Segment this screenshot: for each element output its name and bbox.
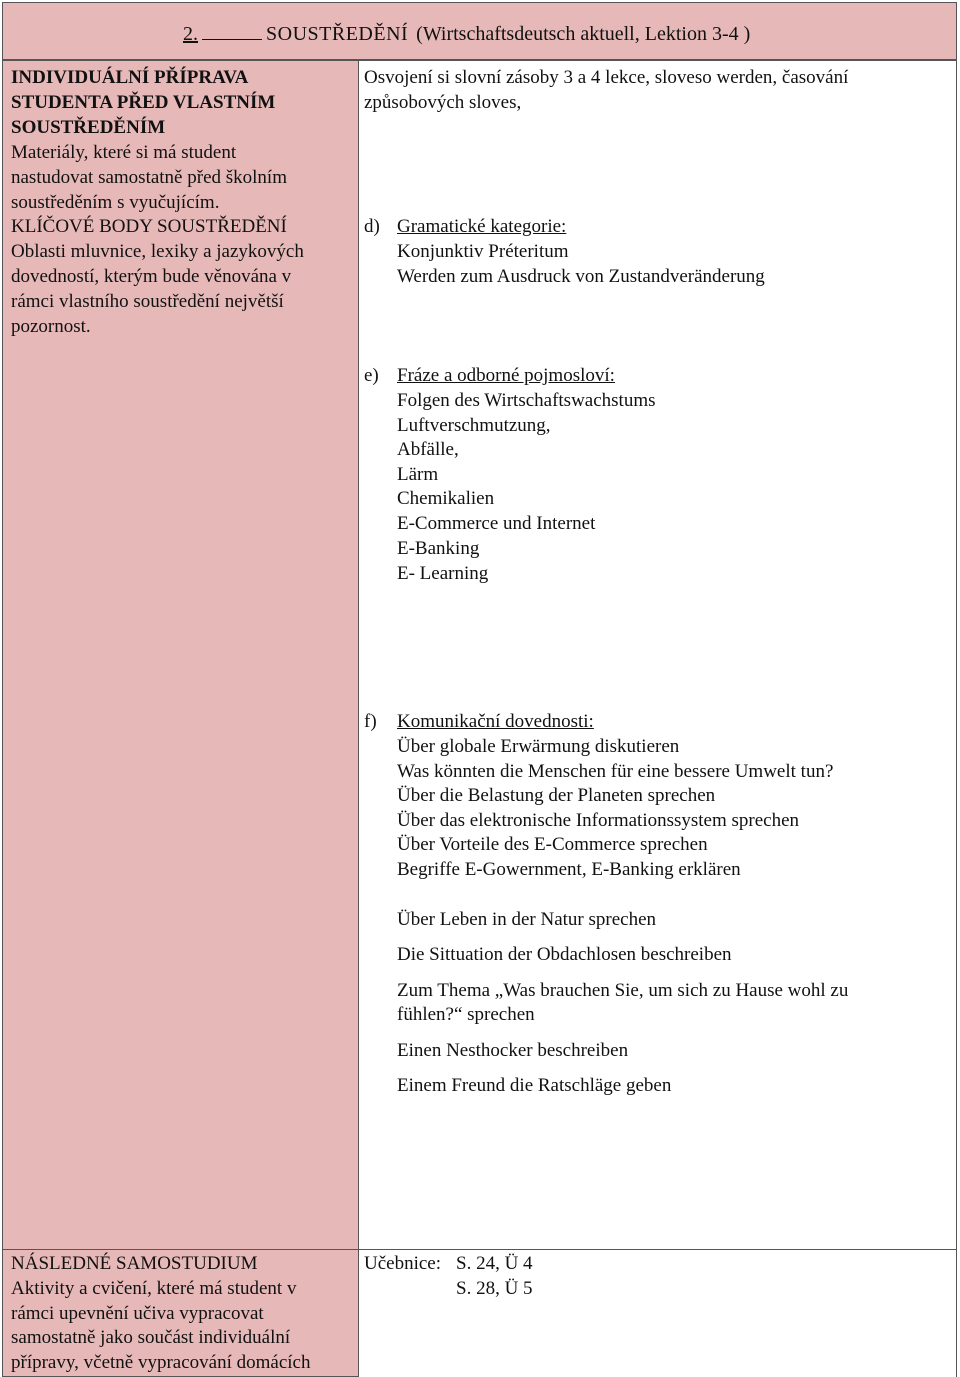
e-item: E-Commerce und Internet bbox=[397, 513, 596, 534]
section-title-row bbox=[2, 2, 957, 60]
key-text-line-4: pozornost. bbox=[11, 316, 91, 337]
d-heading: Gramatické kategorie: bbox=[397, 216, 567, 237]
e-item: E- Learning bbox=[397, 563, 489, 584]
section-title-main: SOUSTŘEDĚNÍ bbox=[266, 23, 409, 45]
key-text-line-1: Oblasti mluvnice, lexiky a jazykových bbox=[11, 241, 304, 262]
f-extra-item: Einem Freund die Ratschläge geben bbox=[397, 1075, 672, 1096]
follow-up-study-cell bbox=[2, 1250, 359, 1377]
f-item: Über globale Erwärmung diskutieren bbox=[397, 736, 680, 757]
title-separator bbox=[202, 24, 262, 40]
after-text-line-1: Aktivity a cvičení, které má student v bbox=[11, 1278, 297, 1299]
intro-line-1: Osvojení si slovní zásoby 3 a 4 lekce, sloveso werden, časování bbox=[364, 67, 849, 88]
f-extra-item: Zum Thema „Was brauchen Sie, um sich zu Hause wohl zu bbox=[397, 980, 849, 1001]
e-item: Chemikalien bbox=[397, 488, 495, 509]
right-column bbox=[359, 60, 957, 1250]
key-heading: KLÍČOVÉ BODY SOUSTŘEDĚNÍ bbox=[11, 216, 287, 237]
textbook-exercise: S. 28, Ü 5 bbox=[456, 1278, 533, 1299]
after-text-line-4: přípravy, včetně vypracování domácích bbox=[11, 1352, 311, 1373]
e-heading: Fráze a odborné pojmosloví: bbox=[397, 365, 615, 386]
f-extra-item: Die Sittuation der Obdachlosen beschreiben bbox=[397, 944, 732, 965]
f-marker: f) bbox=[364, 711, 377, 732]
section-number: 2. bbox=[183, 23, 198, 45]
f-item: Über die Belastung der Planeten sprechen bbox=[397, 785, 716, 806]
prep-heading-line-3: SOUSTŘEDĚNÍM bbox=[11, 117, 166, 138]
section-title bbox=[183, 23, 750, 46]
f-item: Was könnten die Menschen für eine bessere Umwelt tun? bbox=[397, 761, 834, 782]
after-text-line-3: samostatně jako součást individuální bbox=[11, 1327, 291, 1348]
intro-line-2: způsobových sloves, bbox=[364, 92, 522, 113]
prep-heading-line-2: STUDENTA PŘED VLASTNÍM bbox=[11, 92, 276, 113]
textbook-cell bbox=[359, 1250, 957, 1377]
f-item: Über das elektronische Informationssystem sprechen bbox=[397, 810, 800, 831]
section-title-sub: (Wirtschaftsdeutsch aktuell, Lektion 3-4 ) bbox=[416, 23, 751, 45]
f-extra-item: Einen Nesthocker beschreiben bbox=[397, 1040, 629, 1061]
prep-text-line-1: Materiály, které si má student bbox=[11, 142, 237, 163]
after-text-line-2: rámci upevnění učiva vypracovat bbox=[11, 1303, 264, 1324]
f-item: Über Vorteile des E-Commerce sprechen bbox=[397, 834, 708, 855]
f-extra-item: Über Leben in der Natur sprechen bbox=[397, 909, 657, 930]
e-item: Luftverschmutzung, bbox=[397, 415, 551, 436]
f-extra-item: fühlen?“ sprechen bbox=[397, 1004, 535, 1025]
f-item: Begriffe E-Gowernment, E-Banking erklären bbox=[397, 859, 741, 880]
key-text-line-3: rámci vlastního soustředění největší bbox=[11, 291, 284, 312]
textbook-label: Učebnice: bbox=[364, 1253, 442, 1274]
e-item: E-Banking bbox=[397, 538, 480, 559]
f-heading: Komunikační dovednosti: bbox=[397, 711, 594, 732]
e-item: Abfälle, bbox=[397, 439, 459, 460]
left-column bbox=[2, 60, 359, 1250]
d-item: Konjunktiv Préteritum bbox=[397, 241, 569, 262]
prep-text-line-3: soustředěním s vyučujícím. bbox=[11, 192, 220, 213]
e-item: Lärm bbox=[397, 464, 439, 485]
e-marker: e) bbox=[364, 365, 379, 386]
prep-heading-line-1: INDIVIDUÁLNÍ PŘÍPRAVA bbox=[11, 67, 249, 88]
d-marker: d) bbox=[364, 216, 380, 237]
prep-text-line-2: nastudovat samostatně před školním bbox=[11, 167, 287, 188]
after-heading: NÁSLEDNÉ SAMOSTUDIUM bbox=[11, 1253, 258, 1274]
e-item: Folgen des Wirtschaftswachstums bbox=[397, 390, 656, 411]
d-item: Werden zum Ausdruck von Zustandveränderung bbox=[397, 266, 765, 287]
key-text-line-2: dovedností, kterým bude věnována v bbox=[11, 266, 292, 287]
textbook-exercise: S. 24, Ü 4 bbox=[456, 1253, 533, 1274]
